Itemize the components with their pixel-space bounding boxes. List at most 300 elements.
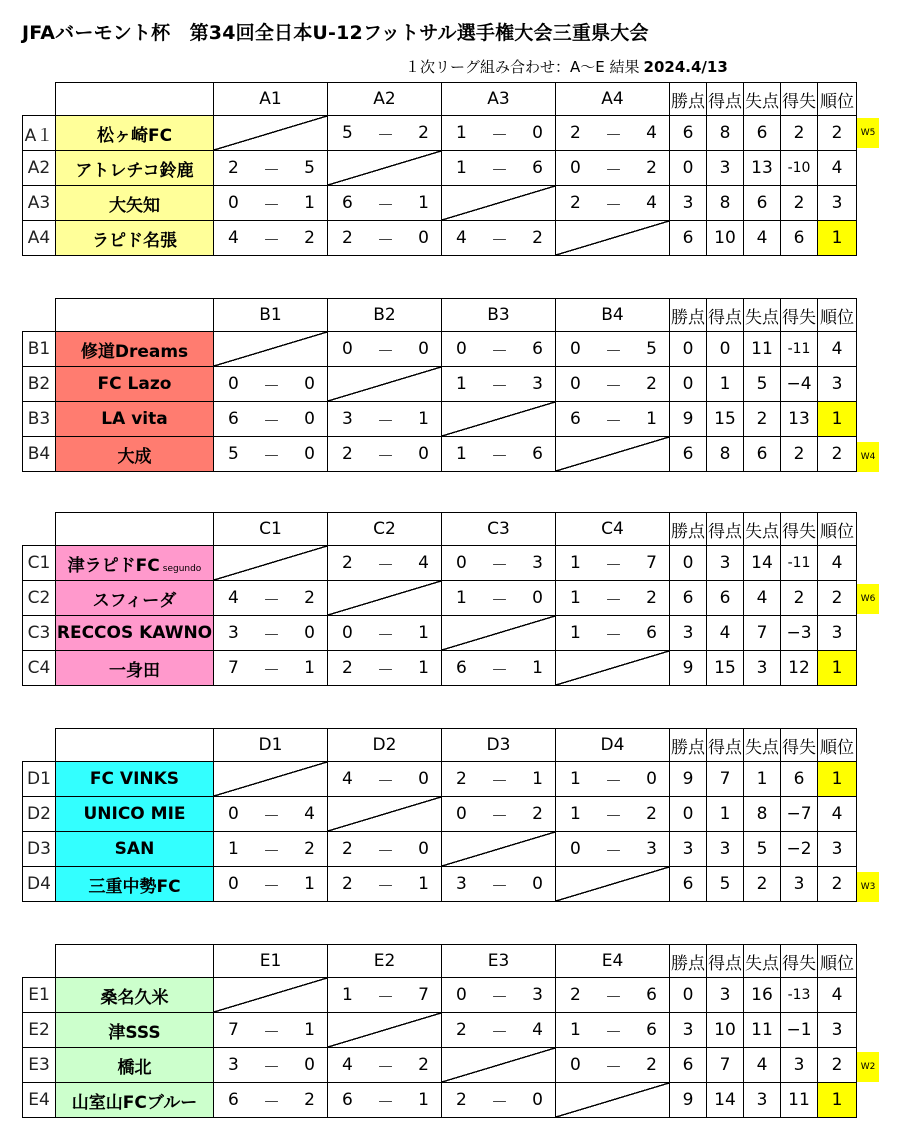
score-dash: － [263,876,280,897]
match-score [328,1083,442,1118]
stat-rank: 4 [818,151,857,186]
team-row [23,1048,857,1083]
score [442,872,555,897]
group-table [22,298,857,472]
team-code: A4 [23,221,56,256]
blank-cell [23,945,56,978]
blank-cell [23,299,56,332]
stat-header: 得失 [781,513,818,546]
score-dash: － [263,411,280,432]
team-code: D4 [23,867,56,902]
subtitle-text: １次リーグ組み合わせ：A～E 結果 [405,58,640,76]
team-row [23,832,857,867]
score-for: 1 [456,123,467,143]
stat-goal-diff: 2 [781,116,818,151]
score-for: 1 [456,374,467,394]
self-match-cell [328,797,442,832]
blank-cell [56,729,214,762]
score-for: 1 [570,623,581,643]
team-row [23,651,857,686]
match-score [556,797,670,832]
group-b [22,298,857,472]
score-dash: － [263,590,280,611]
team-name: SAN [56,832,214,867]
score-against: 1 [304,874,315,894]
score-dash: － [377,841,394,862]
stat-header: 失点 [744,729,781,762]
stat-header: 順位 [818,945,857,978]
team-code: D3 [23,832,56,867]
match-score [328,1048,442,1083]
score-for: 0 [228,874,239,894]
match-score [442,1083,556,1118]
match-score [328,402,442,437]
self-match-cell [556,437,670,472]
score-dash: － [263,1092,280,1113]
score-against: 1 [532,658,543,678]
score-for: 3 [456,874,467,894]
match-score [442,581,556,616]
self-match-cell [556,1083,670,1118]
score-for: 0 [570,839,581,859]
score-against: 3 [532,374,543,394]
stat-rank: 2 [818,116,857,151]
score [214,802,327,827]
score-for: 2 [342,839,353,859]
match-score [442,151,556,186]
match-score [442,367,556,402]
stat-header: 得失 [781,945,818,978]
stat-goals-against: 5 [744,367,781,402]
score-dash: － [605,806,622,827]
match-score [214,1013,328,1048]
match-score [214,151,328,186]
team-code: A3 [23,186,56,221]
match-score [556,581,670,616]
wildcard-label: W2 [857,1052,879,1082]
score-for: 3 [228,1055,239,1075]
stat-goals-for: 15 [707,651,744,686]
match-score [214,832,328,867]
score [214,191,327,216]
score [328,442,441,467]
stat-goals-against: 2 [744,402,781,437]
match-score [214,581,328,616]
score-for: 2 [342,228,353,248]
score-against: 4 [646,123,657,143]
stat-points: 0 [670,332,707,367]
stat-header: 勝点 [670,945,707,978]
team-name: ラピド名張 [56,221,214,256]
stat-goal-diff: -11 [781,332,818,367]
score [556,621,669,646]
match-score [214,437,328,472]
score [214,1018,327,1043]
score-for: 2 [570,985,581,1005]
score-against: 0 [304,409,315,429]
team-row [23,581,857,616]
score [214,837,327,862]
score-against: 1 [646,409,657,429]
score-for: 0 [456,339,467,359]
team-name: 橋北 [56,1048,214,1083]
stat-goals-against: 8 [744,797,781,832]
stat-goal-diff: −2 [781,832,818,867]
score-dash: － [263,806,280,827]
stat-rank: 3 [818,832,857,867]
score [328,121,441,146]
score-against: 3 [532,553,543,573]
score-dash: － [605,771,622,792]
score [556,121,669,146]
match-score [214,186,328,221]
score-against: 0 [418,839,429,859]
match-score [442,546,556,581]
score-dash: － [377,1057,394,1078]
score [442,226,555,251]
score-dash: － [263,1022,280,1043]
score-against: 1 [304,193,315,213]
stat-goals-against: 3 [744,1083,781,1118]
score-dash: － [377,987,394,1008]
score-dash: － [263,446,280,467]
column-header: A2 [328,83,442,116]
stat-points: 6 [670,221,707,256]
score-against: 0 [418,228,429,248]
team-row [23,978,857,1013]
score-for: 2 [342,444,353,464]
stat-rank: 3 [818,616,857,651]
team-name-suffix: segundo [162,563,202,574]
match-score [556,332,670,367]
match-score [556,151,670,186]
score-dash: － [263,625,280,646]
score-dash: － [491,230,508,251]
score-dash: － [491,876,508,897]
stat-goals-against: 11 [744,332,781,367]
stat-header: 勝点 [670,299,707,332]
score-for: 0 [342,623,353,643]
score-for: 1 [570,804,581,824]
stat-goals-against: 16 [744,978,781,1013]
score-for: 1 [570,1020,581,1040]
score-against: 0 [418,444,429,464]
stat-points: 0 [670,546,707,581]
team-code: D2 [23,797,56,832]
team-code: E3 [23,1048,56,1083]
match-score [442,867,556,902]
stat-points: 9 [670,1083,707,1118]
match-score [442,651,556,686]
column-header: C3 [442,513,556,546]
score-against: 4 [646,193,657,213]
score [442,983,555,1008]
stat-header: 得失 [781,729,818,762]
score-against: 4 [532,1020,543,1040]
score-against: 6 [646,985,657,1005]
score-against: 0 [532,588,543,608]
score-dash: － [263,376,280,397]
score-for: 6 [456,658,467,678]
score [442,767,555,792]
stat-rank: 3 [818,186,857,221]
score-against: 0 [418,339,429,359]
stat-goals-for: 10 [707,1013,744,1048]
score-for: 0 [228,804,239,824]
team-name: アトレチコ鈴鹿 [56,151,214,186]
team-code: A2 [23,151,56,186]
match-score [556,616,670,651]
score-for: 0 [456,553,467,573]
stat-rank: 4 [818,546,857,581]
score [328,837,441,862]
score [328,656,441,681]
score-for: 1 [456,158,467,178]
column-header: B1 [214,299,328,332]
stat-header: 得失 [781,299,818,332]
stat-goals-for: 1 [707,797,744,832]
score-dash: － [491,987,508,1008]
match-score [442,116,556,151]
stat-points: 0 [670,797,707,832]
stat-rank: 4 [818,978,857,1013]
score-against: 2 [646,374,657,394]
stat-goals-for: 0 [707,332,744,367]
stat-rank: 1 [818,762,857,797]
score-against: 2 [304,588,315,608]
stat-goals-for: 6 [707,581,744,616]
score [442,551,555,576]
team-code: E2 [23,1013,56,1048]
score-for: 6 [342,193,353,213]
match-score [328,221,442,256]
score-against: 1 [418,658,429,678]
stat-goal-diff: 11 [781,1083,818,1118]
team-code: D1 [23,762,56,797]
stat-goals-against: 4 [744,1048,781,1083]
stat-goals-for: 3 [707,832,744,867]
stat-points: 9 [670,651,707,686]
stat-header: 得点 [707,83,744,116]
match-score [556,402,670,437]
match-score [328,546,442,581]
match-score [556,546,670,581]
match-score [328,978,442,1013]
score [214,407,327,432]
match-score [214,1048,328,1083]
match-score [442,221,556,256]
score-against: 2 [532,804,543,824]
score-against: 0 [532,1090,543,1110]
stat-goal-diff: −1 [781,1013,818,1048]
match-score [442,437,556,472]
group-table [22,728,857,902]
self-match-cell [214,332,328,367]
stat-goal-diff: 2 [781,581,818,616]
stat-goals-for: 5 [707,867,744,902]
team-row [23,116,857,151]
score-against: 6 [646,1020,657,1040]
header-row [23,299,857,332]
stat-goal-diff: 12 [781,651,818,686]
match-score [328,116,442,151]
stat-rank: 2 [818,867,857,902]
team-code: C4 [23,651,56,686]
stat-goal-diff: -11 [781,546,818,581]
stat-header: 順位 [818,729,857,762]
column-header: B2 [328,299,442,332]
team-name: FC Lazo [56,367,214,402]
team-code: B3 [23,402,56,437]
score-dash: － [377,876,394,897]
match-score [442,1013,556,1048]
score [442,337,555,362]
team-row [23,332,857,367]
stat-header: 得失 [781,83,818,116]
stat-goals-against: 14 [744,546,781,581]
stat-goal-diff: −7 [781,797,818,832]
match-score [442,797,556,832]
score [214,586,327,611]
team-row [23,797,857,832]
score [328,226,441,251]
match-score [328,832,442,867]
team-code: B4 [23,437,56,472]
match-score [328,616,442,651]
score-against: 1 [418,874,429,894]
score-against: 4 [418,553,429,573]
self-match-cell [214,116,328,151]
team-name: 大矢知 [56,186,214,221]
stat-points: 9 [670,762,707,797]
stat-points: 0 [670,978,707,1013]
column-header: C4 [556,513,670,546]
score [442,442,555,467]
score-against: 1 [304,658,315,678]
header-row [23,729,857,762]
self-match-cell [328,151,442,186]
stat-goal-diff: -13 [781,978,818,1013]
group-table [22,512,857,686]
score-against: 2 [418,123,429,143]
score-against: 3 [646,839,657,859]
stat-header: 失点 [744,83,781,116]
score-for: 5 [228,444,239,464]
header-row [23,945,857,978]
team-name: 松ヶ崎FC [56,116,214,151]
score-dash: － [263,841,280,862]
score-for: 6 [342,1090,353,1110]
score-dash: － [605,625,622,646]
score-for: 1 [570,588,581,608]
score-for: 2 [456,1020,467,1040]
score-dash: － [605,1057,622,1078]
stat-points: 6 [670,116,707,151]
wildcard-label: W3 [857,872,879,902]
stat-header: 失点 [744,299,781,332]
score-for: 2 [456,769,467,789]
score-dash: － [605,376,622,397]
score-dash: － [491,590,508,611]
team-row [23,151,857,186]
team-name: スフィーダ [56,581,214,616]
match-score [556,762,670,797]
team-name: 大成 [56,437,214,472]
stat-goals-against: 6 [744,437,781,472]
team-name: 一身田 [56,651,214,686]
score-for: 1 [456,444,467,464]
score [556,156,669,181]
score-dash: － [377,555,394,576]
stat-goals-against: 4 [744,221,781,256]
page-subtitle [405,56,728,77]
page-title: JFAバーモント杯 第34回全日本U-12フットサル選手権大会三重県大会 [22,22,649,44]
score-for: 4 [228,228,239,248]
column-header: A4 [556,83,670,116]
team-row [23,762,857,797]
score [442,586,555,611]
team-row [23,546,857,581]
score-for: 0 [570,374,581,394]
score-for: 5 [342,123,353,143]
stat-goal-diff: 2 [781,437,818,472]
score-for: 4 [342,1055,353,1075]
stat-rank: 1 [818,651,857,686]
column-header: D3 [442,729,556,762]
score-for: 0 [228,374,239,394]
score [328,767,441,792]
header-row [23,83,857,116]
score-for: 1 [228,839,239,859]
score [556,837,669,862]
column-header: C1 [214,513,328,546]
group-a [22,82,857,256]
column-header: E4 [556,945,670,978]
score-dash: － [491,376,508,397]
score-against: 6 [532,339,543,359]
score-for: 7 [228,658,239,678]
team-row [23,1083,857,1118]
score-dash: － [491,125,508,146]
score [442,372,555,397]
score-for: 2 [342,658,353,678]
score-dash: － [491,160,508,181]
score [556,1018,669,1043]
score-for: 2 [570,193,581,213]
score [442,802,555,827]
stat-goals-against: 1 [744,762,781,797]
score-for: 0 [228,193,239,213]
stat-rank: 4 [818,797,857,832]
score-for: 0 [570,1055,581,1075]
score-dash: － [377,341,394,362]
score-dash: － [605,590,622,611]
score [328,983,441,1008]
score-for: 4 [342,769,353,789]
stat-goals-for: 10 [707,221,744,256]
score-against: 1 [418,1090,429,1110]
score-against: 2 [304,228,315,248]
stat-header: 勝点 [670,83,707,116]
team-row [23,616,857,651]
self-match-cell [556,867,670,902]
stat-header: 得点 [707,513,744,546]
score-dash: － [491,1092,508,1113]
score-for: 0 [570,339,581,359]
score [442,156,555,181]
self-match-cell [328,1013,442,1048]
score [214,1053,327,1078]
